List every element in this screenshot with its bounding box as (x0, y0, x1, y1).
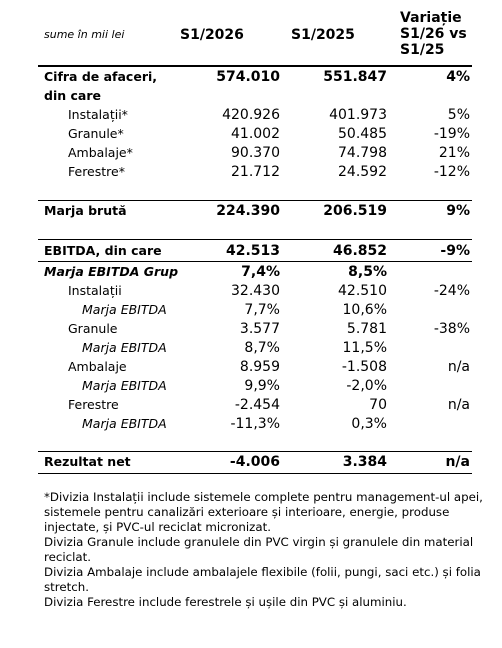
row-rezultat-net (0, 454, 502, 473)
rule-rezultat (38, 451, 472, 452)
value-s1-2026: 224.390 (216, 203, 280, 219)
col-header-variatie-line1: Variație (400, 10, 462, 26)
value-s1-2025: 50.485 (338, 126, 387, 142)
value-s1-2025: 206.519 (323, 203, 387, 219)
row-label: Ambalaje (68, 359, 127, 374)
value-s1-2026: 21.712 (231, 164, 280, 180)
footnotes (44, 490, 484, 610)
value-s1-2026: 8,7% (244, 340, 280, 356)
row-label: Marja EBITDA (82, 340, 167, 355)
row-label: Marja brută (44, 203, 127, 218)
value-s1-2025: -2,0% (346, 378, 387, 394)
row-instalatii (0, 107, 502, 126)
footnote-ambalaje: Divizia Ambalaje include ambalajele flexibile (folii, pungi, saci etc.) și folia stretch. (44, 565, 481, 594)
value-s1-2025: 42.510 (338, 283, 387, 299)
value-s1-2025: 24.592 (338, 164, 387, 180)
value-s1-2026: 420.926 (222, 107, 280, 123)
row-ebitda-granule-marja (0, 340, 502, 359)
row-label (44, 67, 157, 105)
value-variatie: -12% (433, 164, 470, 180)
row-label: Instalații* (68, 107, 128, 122)
row-label: Marja EBITDA (82, 378, 167, 393)
row-cifra-afaceri (0, 67, 502, 103)
row-label-line2: din care (44, 88, 101, 103)
rule-ebitda (38, 239, 472, 240)
value-s1-2025: 46.852 (332, 243, 387, 259)
value-s1-2025: 8,5% (348, 264, 387, 280)
row-label: Granule* (68, 126, 124, 141)
value-variatie: n/a (447, 397, 470, 413)
row-ebitda-ferestre (0, 397, 502, 416)
footnote-instalatii: *Divizia Instalații include sistemele complete pentru management-ul apei, sistemele pentru canalizări exterioare și interioare, energie, produse injectate, și PVC-ul reciclat micronizat. (44, 490, 483, 534)
value-s1-2026: 7,4% (241, 264, 280, 280)
value-s1-2026: 574.010 (216, 69, 280, 85)
row-marja-ebitda-grup (0, 264, 502, 283)
row-ferestre (0, 164, 502, 183)
value-s1-2026: 41.002 (231, 126, 280, 142)
col-header-variatie (400, 10, 467, 58)
row-label: Rezultat net (44, 454, 131, 469)
row-label: EBITDA, din care (44, 243, 162, 258)
value-variatie: n/a (445, 454, 470, 470)
value-variatie: 5% (447, 107, 470, 123)
value-variatie: 4% (446, 69, 470, 85)
footnote-granule: Divizia Granule include granulele din PVC virgin și granulele din material reciclat. (44, 535, 474, 564)
value-s1-2026: 3.577 (239, 321, 280, 337)
value-s1-2025: 74.798 (338, 145, 387, 161)
row-label-line1: Cifra de afaceri, (44, 69, 158, 84)
value-s1-2026: 42.513 (225, 243, 280, 259)
value-s1-2026: -11,3% (230, 416, 280, 432)
rule-rezultat-bottom (38, 473, 472, 474)
value-s1-2026: 8.959 (239, 359, 280, 375)
row-label: Ambalaje* (68, 145, 133, 160)
row-marja-bruta (0, 203, 502, 222)
value-s1-2026: -4.006 (229, 454, 280, 470)
value-s1-2025: 10,6% (342, 302, 387, 318)
value-variatie: 9% (446, 203, 470, 219)
row-ebitda-ambalaje (0, 359, 502, 378)
value-s1-2025: 5.781 (346, 321, 387, 337)
row-label: Ferestre* (68, 164, 125, 179)
value-s1-2025: 551.847 (323, 69, 387, 85)
row-label: Granule (68, 321, 118, 336)
col-header-s1-2025: S1/2025 (291, 27, 355, 43)
row-ebitda-instalatii (0, 283, 502, 302)
row-label: Marja EBITDA Grup (44, 264, 179, 279)
value-variatie: -9% (440, 243, 470, 259)
value-s1-2026: -2.454 (234, 397, 280, 413)
value-s1-2025: -1.508 (341, 359, 387, 375)
row-label: Marja EBITDA (82, 416, 167, 431)
value-s1-2025: 70 (369, 397, 387, 413)
col-header-variatie-line2: S1/26 vs (400, 26, 467, 42)
value-s1-2025: 401.973 (329, 107, 387, 123)
col-header-s1-2026: S1/2026 (180, 27, 244, 43)
row-ebitda (0, 243, 502, 262)
row-ebitda-ferestre-marja (0, 416, 502, 435)
value-s1-2026: 9,9% (244, 378, 280, 394)
value-s1-2025: 3.384 (342, 454, 387, 470)
row-label: Ferestre (68, 397, 119, 412)
row-granule (0, 126, 502, 145)
row-ambalaje (0, 145, 502, 164)
unit-label: sume în mii lei (44, 28, 125, 41)
col-header-variatie-line3: S1/25 (400, 42, 445, 58)
value-variatie: -24% (433, 283, 470, 299)
value-variatie: -19% (433, 126, 470, 142)
row-label: Marja EBITDA (82, 302, 167, 317)
value-variatie: n/a (447, 359, 470, 375)
value-s1-2026: 90.370 (231, 145, 280, 161)
value-s1-2025: 11,5% (342, 340, 387, 356)
row-ebitda-instalatii-marja (0, 302, 502, 321)
row-ebitda-ambalaje-marja (0, 378, 502, 397)
footnote-ferestre: Divizia Ferestre include ferestrele și ușile din PVC și aluminiu. (44, 595, 407, 609)
value-variatie: -38% (433, 321, 470, 337)
value-variatie: 21% (438, 145, 470, 161)
value-s1-2026: 7,7% (244, 302, 280, 318)
value-s1-2026: 32.430 (231, 283, 280, 299)
rule-ebitda-bottom (38, 261, 472, 262)
row-label: Instalații (68, 283, 122, 298)
value-s1-2025: 0,3% (351, 416, 387, 432)
row-ebitda-granule (0, 321, 502, 340)
rule-marja-bruta (38, 200, 472, 201)
